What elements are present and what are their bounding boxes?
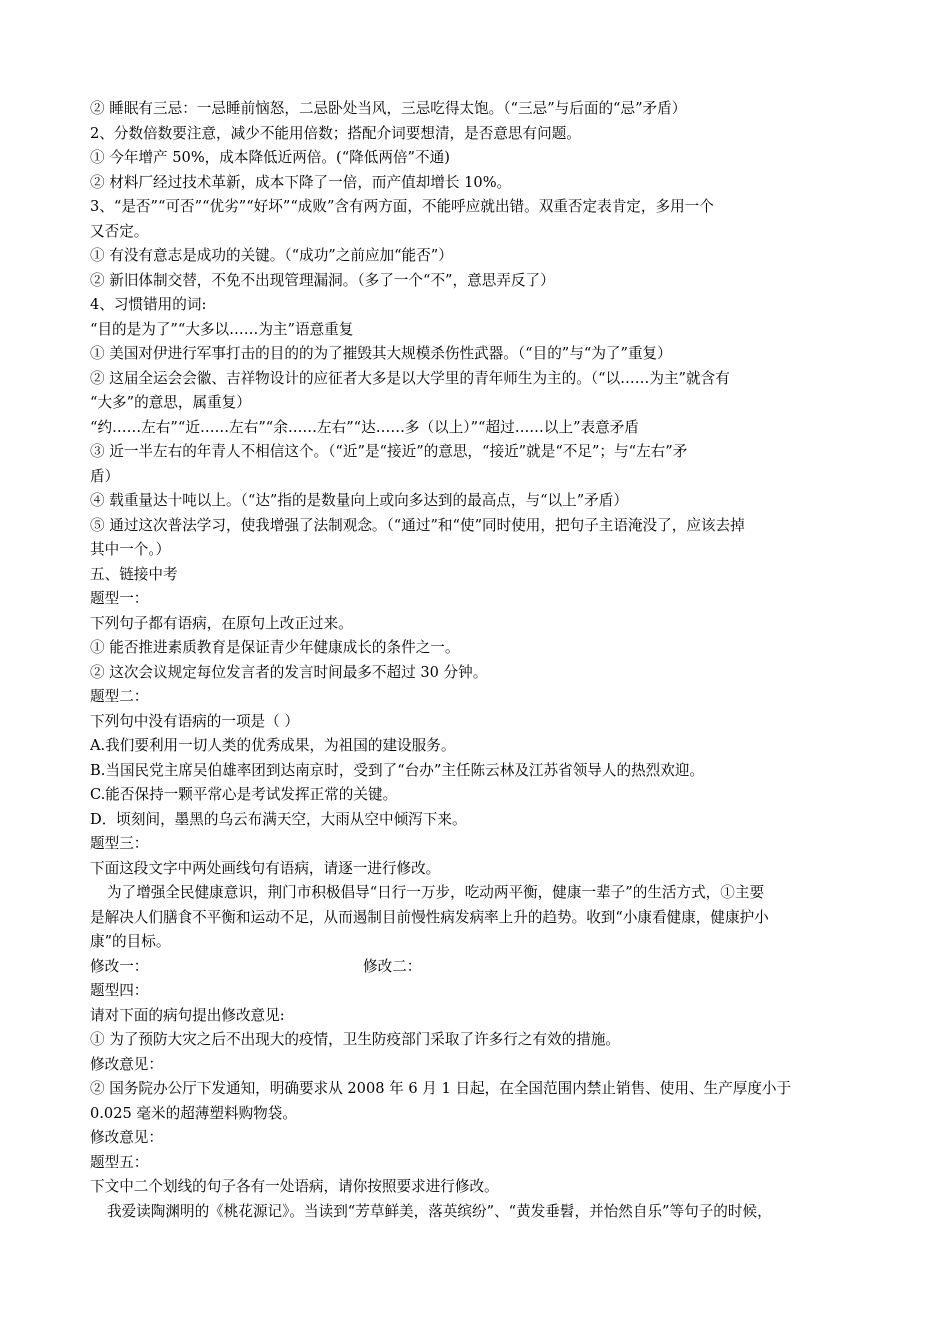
paragraph-line: 为了增强全民健康意识，荆门市积极倡导“日行一万步，吃动两平衡，健康一辈子”的生活方式，①主要 [107, 884, 765, 901]
question-type-heading: 题型二： [90, 688, 149, 705]
text-line: 请对下面的病句提出修改意见: [90, 1006, 285, 1024]
text-line: 下文中二个划线的句子各有一处语病，请你按照要求进行修改。 [90, 1178, 499, 1195]
paragraph-line: 康”的目标。 [90, 933, 171, 950]
option-c: C.能否保持一颗平常心是考试发挥正常的关键。 [90, 786, 398, 803]
text-line: ② 新旧体制交替，不免不出现管理漏洞。（多了一个“不”，意思弄反了） [90, 271, 555, 289]
text-line: 0.025 毫米的超薄塑料购物袋。 [90, 1104, 297, 1122]
document-page [90, 97, 870, 1224]
edit-row [90, 955, 870, 980]
text-line: 又否定。 [90, 222, 149, 240]
text-line: “目的是为了”“大多以……为主”语意重复 [90, 320, 354, 338]
text-line: 其中一个。） [90, 541, 171, 558]
section-heading: 五、链接中考 [90, 565, 178, 583]
text-line: ① 能否推进素质教育是保证青少年健康成长的条件之一。 [90, 639, 460, 656]
text-line: 下面这段文字中两处画线句有语病，请逐一进行修改。 [90, 859, 441, 877]
text-line: ② 睡眠有三忌：一忌睡前恼怒，二忌卧处当风，三忌吃得太饱。（“三忌”与后面的“忌”矛盾） [90, 100, 687, 117]
text-line: ④ 载重量达十吨以上。（“达”指的是数量向上或向多达到的最高点，与“以上”矛盾） [90, 492, 628, 509]
question-type-heading: 题型五： [90, 1153, 149, 1171]
question-type-heading: 题型四： [90, 982, 149, 999]
text-line: ① 有没有意志是成功的关键。（“成功”之前应加“能否”） [90, 247, 453, 264]
text-line: 下列句子都有语病，在原句上改正过来。 [90, 614, 353, 632]
text-line: 修改意见： [90, 1129, 163, 1146]
text-line: ② 材料厂经过技术革新，成本下降了一倍，而产值却增长 10%。 [90, 173, 512, 191]
question-type-heading: 题型三： [90, 835, 149, 852]
text-line: ③ 近一半左右的年青人不相信这个。（“近”是“接近”的意思，“接近”就是“不足”；与“左右”矛 [90, 443, 688, 460]
text-line: 修改意见： [90, 1055, 163, 1073]
option-b: B.当国民党主席吴伯雄率团到达南京时，受到了“台办”主任陈云林及江苏省领导人的热烈欢迎。 [90, 761, 705, 779]
text-line: ② 这次会议规定每位发言者的发言时间最多不超过 30 分钟。 [90, 663, 488, 681]
text-line: “大多”的意思，属重复） [90, 394, 251, 411]
text-line: 下列句中没有语病的一项是（ ） [90, 712, 299, 730]
text-line: 4、习惯错用的词: [90, 296, 207, 313]
option-d: D．顷刻间，墨黑的乌云布满天空，大雨从空中倾泻下来。 [90, 810, 467, 828]
text-line: ① 美国对伊进行军事打击的目的的为了摧毁其大规模杀伤性武器。（“目的”与“为了”重复） [90, 345, 672, 362]
edit-one-label: 修改一： [90, 957, 149, 975]
text-line: 盾） [90, 467, 120, 485]
option-a: A.我们要利用一切人类的优秀成果，为祖国的建设服务。 [90, 737, 456, 754]
text-line: 2、分数倍数要注意，减少不能用倍数；搭配介词要想清，是否意思有问题。 [90, 124, 581, 142]
paragraph-line: 我爱读陶渊明的《桃花源记》。当读到“芳草鲜美，落英缤纷”、“黄发垂髫，并怡然自乐”等句子的时候， [107, 1202, 772, 1220]
text-line: ⑤ 通过这次普法学习，使我增强了法制观念。（“通过”和“使”同时使用，把句子主语淹没了，应该去掉 [90, 516, 745, 534]
text-line: ② 国务院办公厅下发通知，明确要求从 2008 年 6 月 1 日起，在全国范围内禁止销售、使用、生产厚度小于 [90, 1080, 792, 1097]
text-line: ① 今年增产 50%，成本降低近两倍。(“降低两倍”不通) [90, 149, 450, 166]
edit-two-label: 修改二： [363, 957, 422, 975]
text-line: ① 为了预防大灾之后不出现大的疫情，卫生防疫部门采取了许多行之有效的措施。 [90, 1031, 621, 1048]
text-line: “约……左右”“近……左右”“余……左右”“达……多（以上）”“超过……以上”表意矛盾 [90, 418, 639, 436]
paragraph-line: 是解决人们膳食不平衡和运动不足，从而遏制目前慢性病发病率上升的趋势。收到“小康看健康，健康护小 [90, 908, 769, 926]
question-type-heading: 题型一： [90, 590, 149, 607]
text-line: ② 这届全运会会徽、吉祥物设计的应征者大多是以大学里的青年师生为主的。（“以……为主”就含有 [90, 369, 730, 387]
text-line: 3、“是否”“可否”“优劣”“好坏”“成败”含有两方面，不能呼应就出错。双重否定表肯定，多用一个 [90, 198, 714, 215]
